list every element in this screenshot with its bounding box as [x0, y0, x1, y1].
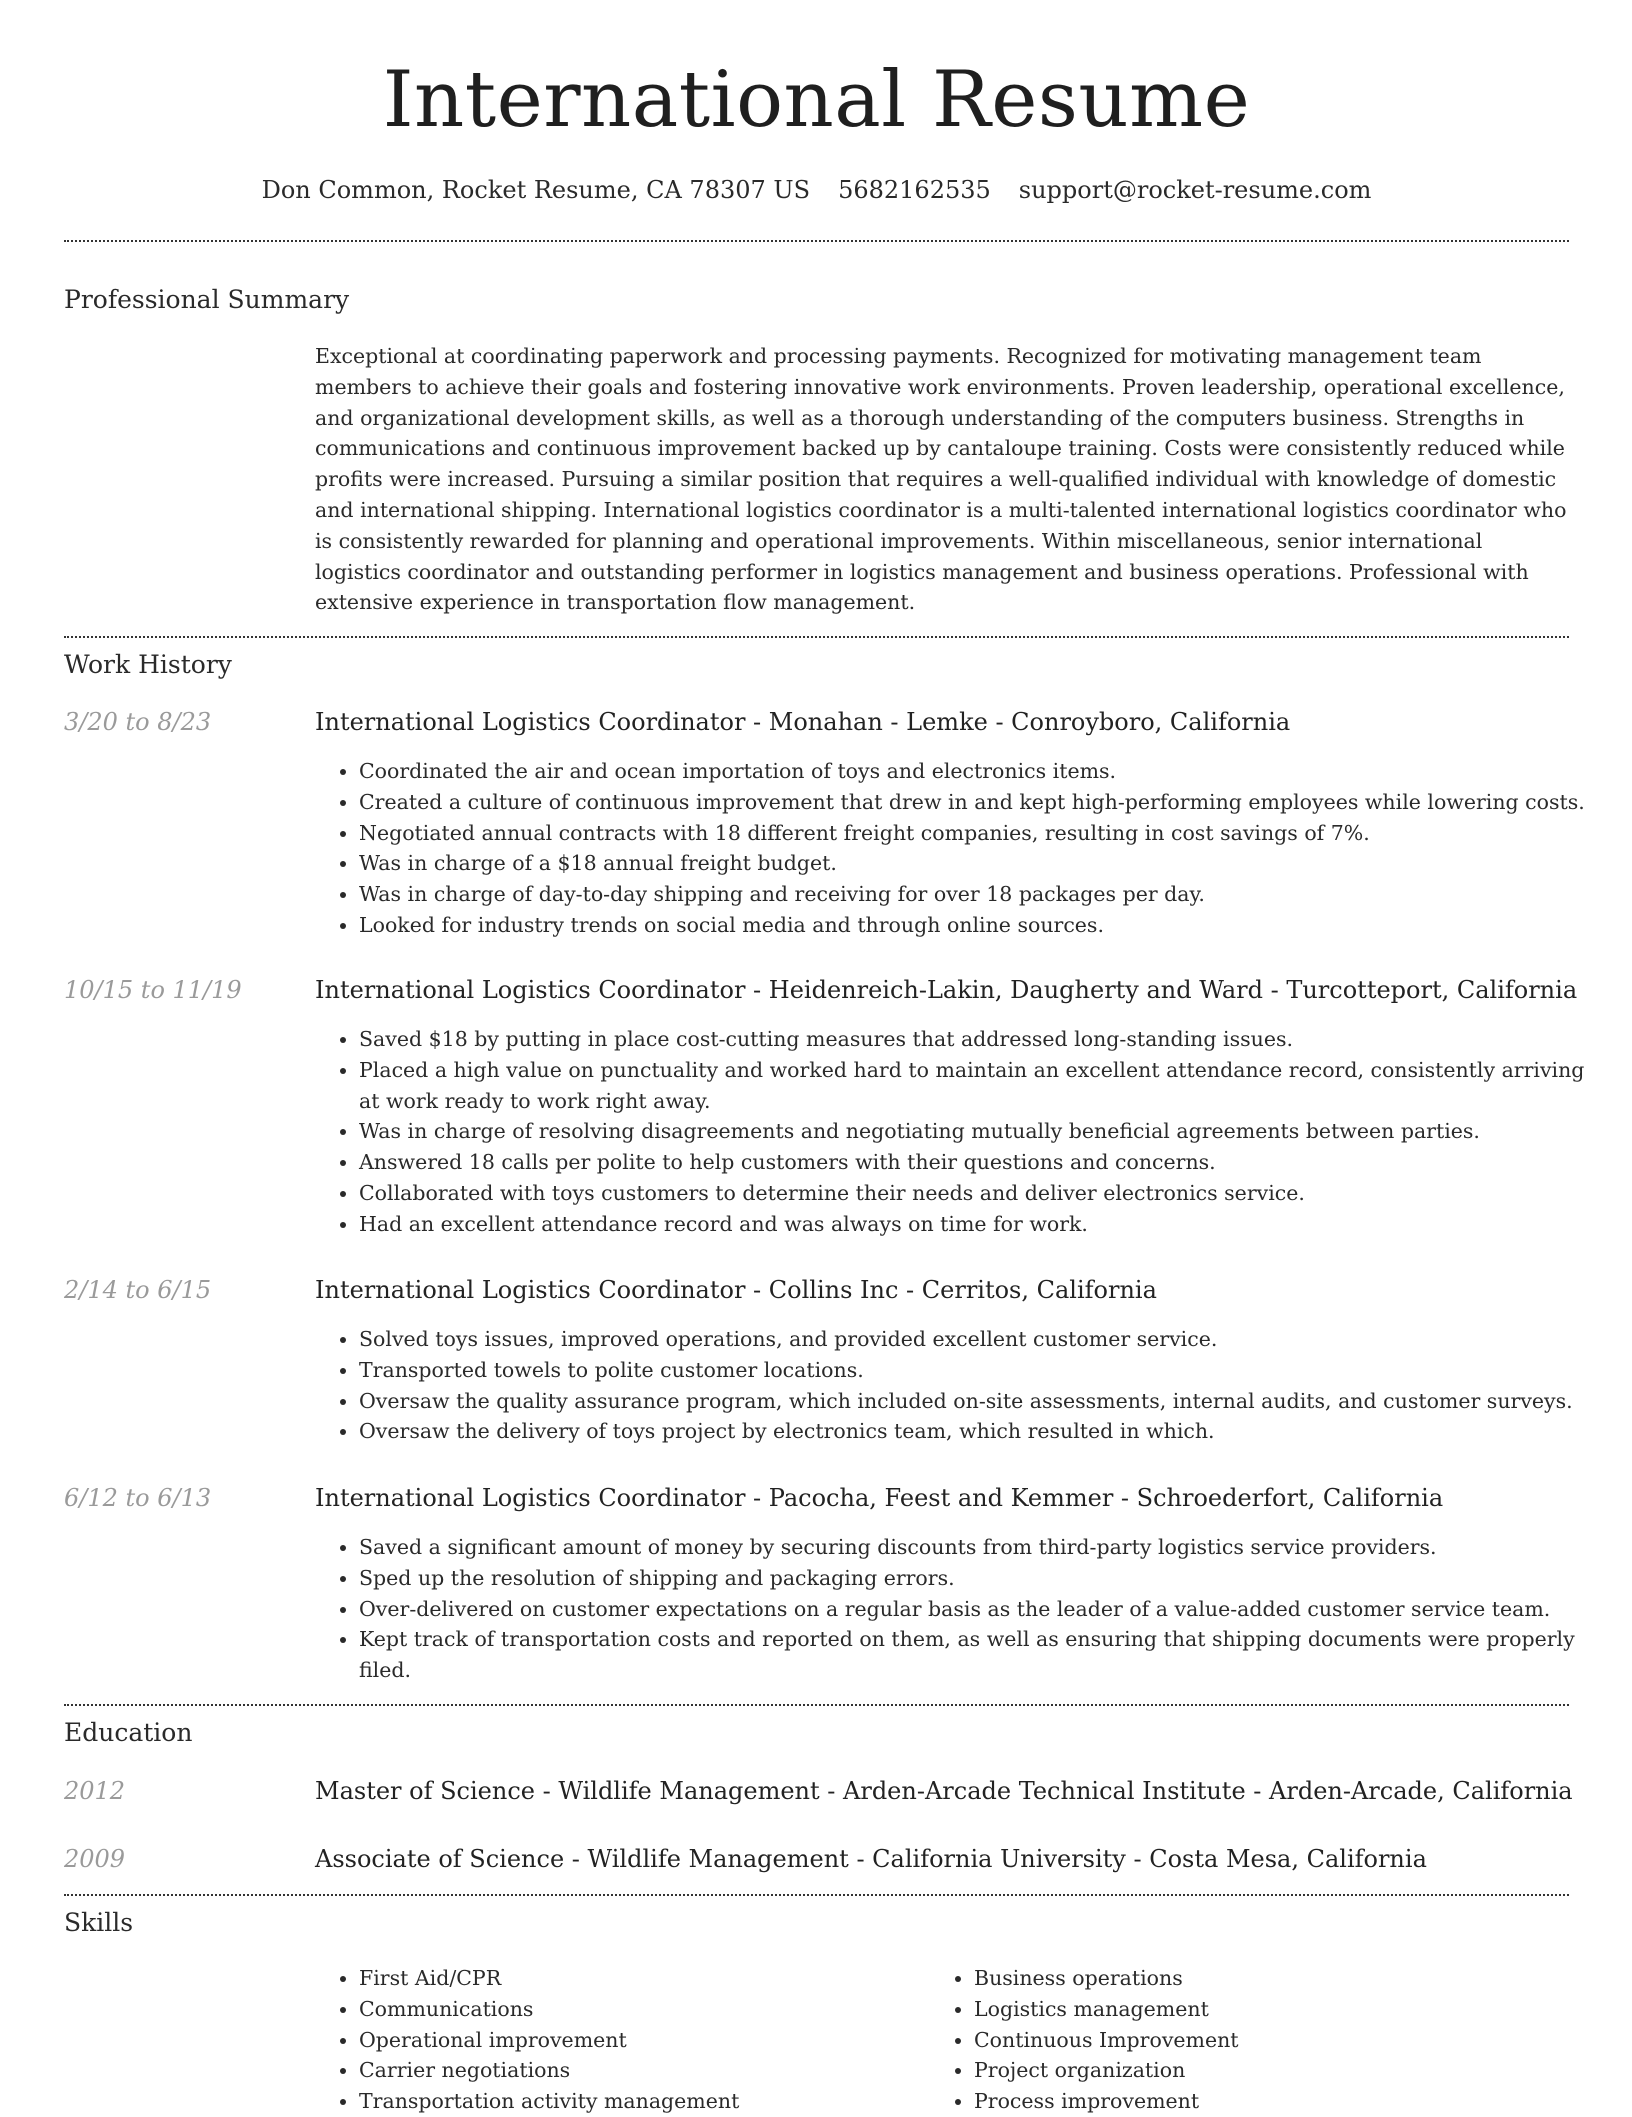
- divider: [64, 1894, 1569, 1896]
- skill-item: • Continuous Improvement: [974, 2025, 1574, 2056]
- bullet-item: • Negotiated annual contracts with 18 different freight companies, resulting in cost savings of 7%.: [359, 818, 1599, 849]
- bullet-item: • Over-delivered on customer expectations on a regular basis as the leader of a value-added customer service team.: [359, 1594, 1599, 1625]
- education-detail: Master of Science - Wildlife Management - Arden-Arcade Technical Institute - Arden-Arcade, California: [315, 1777, 1573, 1805]
- section-title-work-history: Work History: [64, 650, 232, 679]
- bullet-item: • Placed a high value on punctuality and worked hard to maintain an excellent attendance record, consistently arriving at work ready to work right away.: [359, 1055, 1599, 1117]
- job-dates: 3/20 to 8/23: [64, 708, 212, 736]
- bullet-item: • Solved toys issues, improved operations, and provided excellent customer service.: [359, 1324, 1599, 1355]
- skill-item: • Project organization: [974, 2055, 1574, 2086]
- bullet-item: • Sped up the resolution of shipping and packaging errors.: [359, 1563, 1599, 1594]
- divider: [64, 240, 1569, 242]
- skill-item: • First Aid/CPR: [359, 1963, 919, 1994]
- bullet-item: • Kept track of transportation costs and reported on them, as well as ensuring that shipping documents were properly filed.: [359, 1624, 1599, 1686]
- bullet-item: • Looked for industry trends on social media and through online sources.: [359, 910, 1599, 941]
- job-title: International Logistics Coordinator - Heidenreich-Lakin, Daugherty and Ward - Turcotteport, California: [315, 976, 1578, 1004]
- bullet-item: • Was in charge of a $18 annual freight budget.: [359, 848, 1599, 879]
- job-bullets: [315, 756, 1599, 941]
- bullet-item: • Saved $18 by putting in place cost-cutting measures that addressed long-standing issues.: [359, 1024, 1599, 1055]
- job-dates: 6/12 to 6/13: [64, 1484, 212, 1512]
- resume-title: International Resume: [382, 55, 1251, 145]
- job-bullets: [315, 1324, 1599, 1447]
- skill-item: • Operational improvement: [359, 2025, 919, 2056]
- skill-item: • Transportation activity management: [359, 2086, 919, 2117]
- section-title-education: Education: [64, 1718, 193, 1747]
- bullet-item: • Answered 18 calls per polite to help customers with their questions and concerns.: [359, 1147, 1599, 1178]
- section-title-summary: Professional Summary: [64, 285, 350, 314]
- contact-line: [64, 170, 1569, 210]
- job-bullets: [315, 1532, 1599, 1686]
- contact-address: Don Common, Rocket Resume, CA 78307 US: [261, 176, 811, 204]
- contact-email: support@rocket-resume.com: [1018, 176, 1372, 204]
- job-dates: 10/15 to 11/19: [64, 976, 242, 1004]
- section-title-skills: Skills: [64, 1908, 134, 1937]
- education-year: 2012: [64, 1777, 126, 1805]
- job-dates: 2/14 to 6/15: [64, 1276, 212, 1304]
- education-year: 2009: [64, 1845, 126, 1873]
- summary-text: Exceptional at coordinating paperwork and processing payments. Recognized for motivating management team members to achieve their goals and fostering innovative work environments. Proven leadership, operational excellence, and organizational development skills, as well as a thorough understanding of the computers business. Strengths in communications and continuous improvement backed up by cantaloupe training. Costs were consistently reduced while profits were increased. Pursuing a similar position that requires a well-qualified individual with knowledge of domestic and international shipping. International logistics coordinator is a multi-talented international logistics coordinator who is consistently rewarded for planning and operational improvements. Within miscellaneous, senior international logistics coordinator and outstanding performer in logistics management and business operations. Professional with extensive experience in transportation flow management.: [315, 344, 1567, 615]
- bullet-item: • Created a culture of continuous improvement that drew in and kept high-performing employees while lowering costs.: [359, 787, 1599, 818]
- skill-item: • Process improvement: [974, 2086, 1574, 2117]
- bullet-item: • Was in charge of resolving disagreements and negotiating mutually beneficial agreements between parties.: [359, 1116, 1599, 1147]
- bullet-item: • Transported towels to polite customer locations.: [359, 1355, 1599, 1386]
- skills-list-right: [930, 1963, 1574, 2117]
- divider: [64, 636, 1569, 638]
- job-title: International Logistics Coordinator - Pacocha, Feest and Kemmer - Schroederfort, California: [315, 1484, 1444, 1512]
- education-detail: Associate of Science - Wildlife Management - California University - Costa Mesa, California: [315, 1845, 1427, 1873]
- job-title: International Logistics Coordinator - Collins Inc - Cerritos, California: [315, 1276, 1157, 1304]
- bullet-item: • Saved a significant amount of money by securing discounts from third-party logistics service providers.: [359, 1532, 1599, 1563]
- skill-item: • Business operations: [974, 1963, 1574, 1994]
- job-bullets: [315, 1024, 1599, 1240]
- skill-item: • Carrier negotiations: [359, 2055, 919, 2086]
- skill-item: • Communications: [359, 1994, 919, 2025]
- bullet-item: • Oversaw the delivery of toys project by electronics team, which resulted in which.: [359, 1416, 1599, 1447]
- bullet-item: • Collaborated with toys customers to determine their needs and deliver electronics service.: [359, 1178, 1599, 1209]
- skills-list-left: [315, 1963, 919, 2117]
- bullet-item: • Had an excellent attendance record and was always on time for work.: [359, 1209, 1599, 1240]
- bullet-item: • Coordinated the air and ocean importation of toys and electronics items.: [359, 756, 1599, 787]
- divider: [64, 1704, 1569, 1706]
- bullet-item: • Oversaw the quality assurance program, which included on-site assessments, internal audits, and customer surveys.: [359, 1386, 1599, 1417]
- bullet-item: • Was in charge of day-to-day shipping and receiving for over 18 packages per day.: [359, 879, 1599, 910]
- contact-phone: 5682162535: [838, 176, 991, 204]
- job-title: International Logistics Coordinator - Monahan - Lemke - Conroyboro, California: [315, 708, 1291, 736]
- skill-item: • Logistics management: [974, 1994, 1574, 2025]
